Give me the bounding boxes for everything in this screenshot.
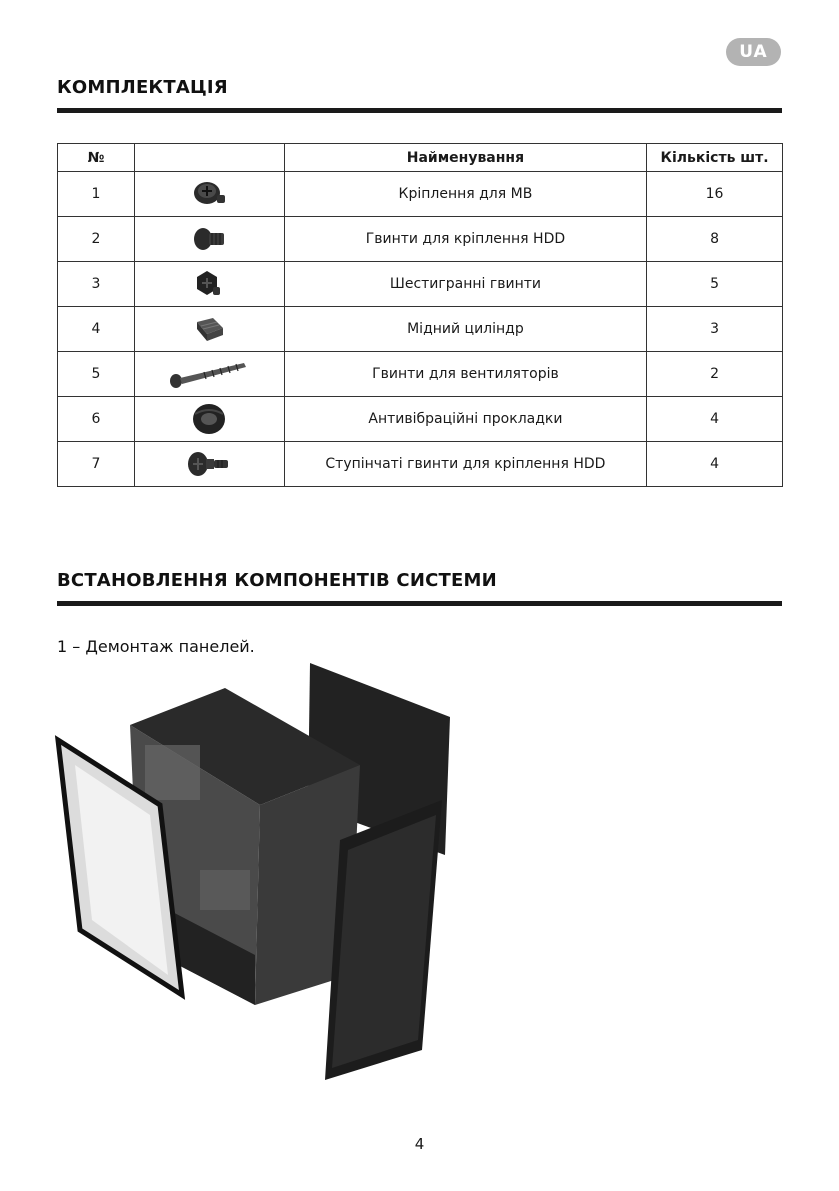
row-number: 3 <box>58 262 135 307</box>
hdd-screw-icon <box>134 217 284 262</box>
row-name: Кріплення для MB <box>284 172 646 217</box>
table-row <box>58 172 783 217</box>
row-name: Гвинти для вентиляторів <box>284 352 646 397</box>
header-quantity: Кількість шт. <box>647 144 783 172</box>
row-quantity: 4 <box>647 442 783 487</box>
hex-screw-icon <box>134 262 284 307</box>
row-quantity: 5 <box>647 262 783 307</box>
step-1-text: 1 – Демонтаж панелей. <box>57 637 255 656</box>
copper-standoff-icon <box>134 307 284 352</box>
section-divider <box>57 601 782 606</box>
table-row <box>58 262 783 307</box>
row-quantity: 3 <box>647 307 783 352</box>
header-image <box>134 144 284 172</box>
section-divider <box>57 108 782 113</box>
mb-screw-icon <box>134 172 284 217</box>
interior-mesh <box>145 745 200 800</box>
row-number: 4 <box>58 307 135 352</box>
row-quantity: 8 <box>647 217 783 262</box>
table-row <box>58 217 783 262</box>
header-number: № <box>58 144 135 172</box>
row-quantity: 4 <box>647 397 783 442</box>
row-number: 1 <box>58 172 135 217</box>
case-exploded-illustration <box>50 655 470 1089</box>
table-row <box>58 307 783 352</box>
page-number: 4 <box>414 1135 425 1153</box>
header-name: Найменування <box>284 144 646 172</box>
row-quantity: 2 <box>647 352 783 397</box>
table-header-row <box>58 144 783 172</box>
section-title-kit: КОМПЛЕКТАЦІЯ <box>57 77 228 98</box>
row-name: Ступінчаті гвинти для кріплення HDD <box>284 442 646 487</box>
row-number: 7 <box>58 442 135 487</box>
interior-mesh <box>200 870 250 910</box>
row-quantity: 16 <box>647 172 783 217</box>
table-row <box>58 442 783 487</box>
table-row <box>58 397 783 442</box>
row-name: Шестигранні гвинти <box>284 262 646 307</box>
stepped-screw-icon <box>134 442 284 487</box>
row-name: Антивібраційні прокладки <box>284 397 646 442</box>
row-name: Мідний циліндр <box>284 307 646 352</box>
section-title-installation: ВСТАНОВЛЕННЯ КОМПОНЕНТІВ СИСТЕМИ <box>57 570 497 591</box>
row-number: 6 <box>58 397 135 442</box>
anti-vibration-pad-icon <box>134 397 284 442</box>
row-number: 5 <box>58 352 135 397</box>
table-row <box>58 352 783 397</box>
row-name: Гвинти для кріплення HDD <box>284 217 646 262</box>
language-badge: UA <box>726 38 781 66</box>
row-number: 2 <box>58 217 135 262</box>
fan-screw-icon <box>134 352 284 397</box>
kit-table <box>57 143 783 487</box>
